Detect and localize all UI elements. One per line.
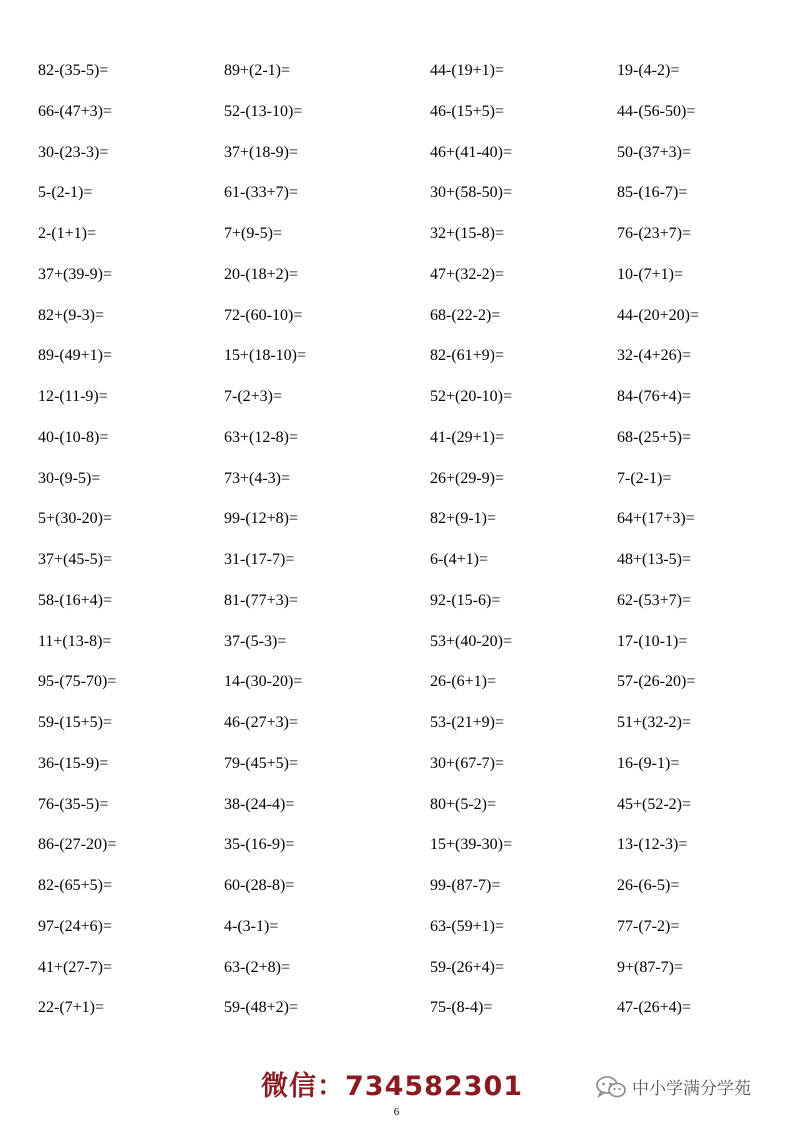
- problem-row: [0, 138, 793, 179]
- math-problem: 6-(4+1)=: [430, 551, 489, 568]
- math-problem: 45+(52-2)=: [617, 795, 692, 813]
- math-problem: 68-(22-2)=: [430, 306, 501, 324]
- problem-row: [0, 627, 793, 668]
- math-problem: 26+(29-9)=: [430, 469, 505, 487]
- math-problem: 37+(18-9)=: [224, 143, 299, 161]
- math-problem: 97-(24+6)=: [38, 917, 113, 935]
- math-problem: 11+(13-8)=: [38, 632, 112, 650]
- problem-row: [0, 504, 793, 545]
- math-problem: 62-(53+7)=: [617, 591, 692, 609]
- problem-row: [0, 301, 793, 342]
- math-problem: 82-(65+5)=: [38, 877, 113, 894]
- math-problem: 16-(9-1)=: [617, 754, 680, 772]
- problem-row: [0, 586, 793, 627]
- math-problem: 32+(15-8)=: [430, 225, 505, 242]
- problem-row: [0, 464, 793, 505]
- math-problem: 19-(4-2)=: [617, 62, 680, 79]
- math-problem: 57-(26-20)=: [617, 673, 696, 691]
- math-problem: 44-(19+1)=: [430, 62, 505, 79]
- math-problem: 80+(5-2)=: [430, 795, 497, 813]
- math-problem: 77-(7-2)=: [617, 917, 680, 935]
- math-problem: 22-(7+1)=: [38, 999, 105, 1017]
- problem-row: [0, 423, 793, 464]
- problem-row: [0, 912, 793, 953]
- math-problem: 37+(45-5)=: [38, 551, 113, 568]
- math-problem: 50-(37+3)=: [617, 143, 692, 161]
- math-problem: 7-(2-1)=: [617, 469, 672, 487]
- math-problem: 30+(67-7)=: [430, 754, 505, 772]
- problem-row: [0, 830, 793, 871]
- math-problem: 15+(39-30)=: [430, 836, 513, 854]
- math-problem: 9+(87-7)=: [617, 958, 684, 976]
- math-problem: 35-(16-9)=: [224, 836, 295, 854]
- math-problem: 36-(15-9)=: [38, 754, 109, 772]
- math-problem: 59-(48+2)=: [224, 999, 299, 1017]
- problem-row: [0, 993, 793, 1034]
- math-problem: 38-(24-4)=: [224, 795, 295, 813]
- page-number: 6: [393, 1106, 400, 1118]
- math-problem: 99-(87-7)=: [430, 877, 501, 894]
- math-problem: 53+(40-20)=: [430, 632, 513, 650]
- math-problem: 14-(30-20)=: [224, 673, 303, 691]
- math-problem: 81-(77+3)=: [224, 591, 299, 609]
- math-problem: 89+(2-1)=: [224, 62, 291, 79]
- math-problem: 37+(39-9)=: [38, 265, 113, 283]
- brand-watermark: [596, 1074, 751, 1099]
- math-problem: 26-(6-5)=: [617, 877, 680, 894]
- problem-row: [0, 219, 793, 260]
- problem-row: [0, 749, 793, 790]
- problem-row: [0, 545, 793, 586]
- math-problem: 92-(15-6)=: [430, 591, 501, 609]
- math-problem: 64+(17+3)=: [617, 510, 695, 528]
- problem-row: [0, 56, 793, 97]
- math-problem: 13-(12-3)=: [617, 836, 688, 854]
- math-problem: 59-(26+4)=: [430, 958, 505, 976]
- math-problem: 82+(9-1)=: [430, 510, 497, 528]
- math-problem: 15+(18-10)=: [224, 347, 307, 365]
- math-problem: 31-(17-7)=: [224, 551, 295, 568]
- math-problem: 10-(7+1)=: [617, 265, 684, 283]
- problem-row: [0, 667, 793, 708]
- math-problem: 32-(4+26)=: [617, 347, 692, 365]
- problem-row: [0, 97, 793, 138]
- problem-row: [0, 953, 793, 994]
- math-problem: 7+(9-5)=: [224, 225, 283, 242]
- math-problem: 20-(18+2)=: [224, 265, 299, 283]
- math-problem: 40-(10-8)=: [38, 428, 109, 446]
- math-problem: 7-(2+3)=: [224, 388, 283, 405]
- problem-row: [0, 790, 793, 831]
- math-problem: 79-(45+5)=: [224, 754, 299, 772]
- math-problem: 46+(41-40)=: [430, 143, 513, 161]
- math-problem: 75-(8-4)=: [430, 999, 493, 1017]
- math-problem: 44-(20+20)=: [617, 306, 700, 324]
- math-problem: 51+(32-2)=: [617, 714, 692, 731]
- wechat-icon: [596, 1076, 626, 1098]
- math-problem: 76-(23+7)=: [617, 225, 692, 242]
- math-problem: 86-(27-20)=: [38, 836, 117, 854]
- math-problem: 72-(60-10)=: [224, 306, 303, 324]
- problem-row: [0, 382, 793, 423]
- math-problem: 37-(5-3)=: [224, 632, 287, 650]
- math-problem: 73+(4-3)=: [224, 469, 291, 487]
- math-problem: 84-(76+4)=: [617, 388, 692, 405]
- math-problem: 63+(12-8)=: [224, 428, 299, 446]
- math-problem: 41+(27-7)=: [38, 958, 113, 976]
- math-problem: 58-(16+4)=: [38, 591, 113, 609]
- math-problem: 68-(25+5)=: [617, 428, 692, 446]
- math-problem: 63-(59+1)=: [430, 917, 505, 935]
- problem-row: [0, 178, 793, 219]
- problem-row: [0, 708, 793, 749]
- math-problem: 30+(58-50)=: [430, 184, 513, 202]
- math-problem: 89-(49+1)=: [38, 347, 113, 365]
- math-problem: 26-(6+1)=: [430, 673, 497, 691]
- math-problem: 60-(28-8)=: [224, 877, 295, 894]
- math-problem: 53-(21+9)=: [430, 714, 505, 731]
- math-problem: 46-(27+3)=: [224, 714, 299, 731]
- math-problem: 63-(2+8)=: [224, 958, 291, 976]
- math-problem: 82-(35-5)=: [38, 62, 109, 79]
- problem-row: [0, 871, 793, 912]
- page-footer: [0, 1060, 793, 1110]
- math-problem: 61-(33+7)=: [224, 184, 299, 202]
- math-problem: 95-(75-70)=: [38, 673, 117, 691]
- math-problem: 82-(61+9)=: [430, 347, 505, 365]
- math-problem: 30-(23-3)=: [38, 143, 109, 161]
- math-problem: 47+(32-2)=: [430, 265, 505, 283]
- math-problem: 76-(35-5)=: [38, 795, 109, 813]
- problem-row: [0, 341, 793, 382]
- math-problem: 82+(9-3)=: [38, 306, 105, 324]
- math-problem: 2-(1+1)=: [38, 225, 97, 242]
- problem-row: [0, 260, 793, 301]
- math-problem: 17-(10-1)=: [617, 632, 688, 650]
- math-problem: 99-(12+8)=: [224, 510, 299, 528]
- math-problem: 5+(30-20)=: [38, 510, 113, 528]
- math-problem: 46-(15+5)=: [430, 102, 505, 120]
- math-problem: 47-(26+4)=: [617, 999, 692, 1017]
- math-problem: 12-(11-9)=: [38, 388, 108, 405]
- problem-grid: [0, 56, 793, 1034]
- math-problem: 30-(9-5)=: [38, 469, 101, 487]
- math-problem: 52-(13-10)=: [224, 102, 303, 120]
- brand-name: 中小学满分学苑: [632, 1079, 751, 1099]
- math-problem: 41-(29+1)=: [430, 428, 505, 446]
- math-problem: 4-(3-1)=: [224, 917, 279, 935]
- math-problem: 85-(16-7)=: [617, 184, 688, 202]
- math-problem: 48+(13-5)=: [617, 551, 692, 568]
- wechat-contact: 微信：734582301: [261, 1071, 524, 1102]
- math-problem: 66-(47+3)=: [38, 102, 113, 120]
- math-problem: 59-(15+5)=: [38, 714, 113, 731]
- math-problem: 52+(20-10)=: [430, 388, 513, 405]
- math-problem: 5-(2-1)=: [38, 184, 93, 202]
- math-problem: 44-(56-50)=: [617, 102, 696, 120]
